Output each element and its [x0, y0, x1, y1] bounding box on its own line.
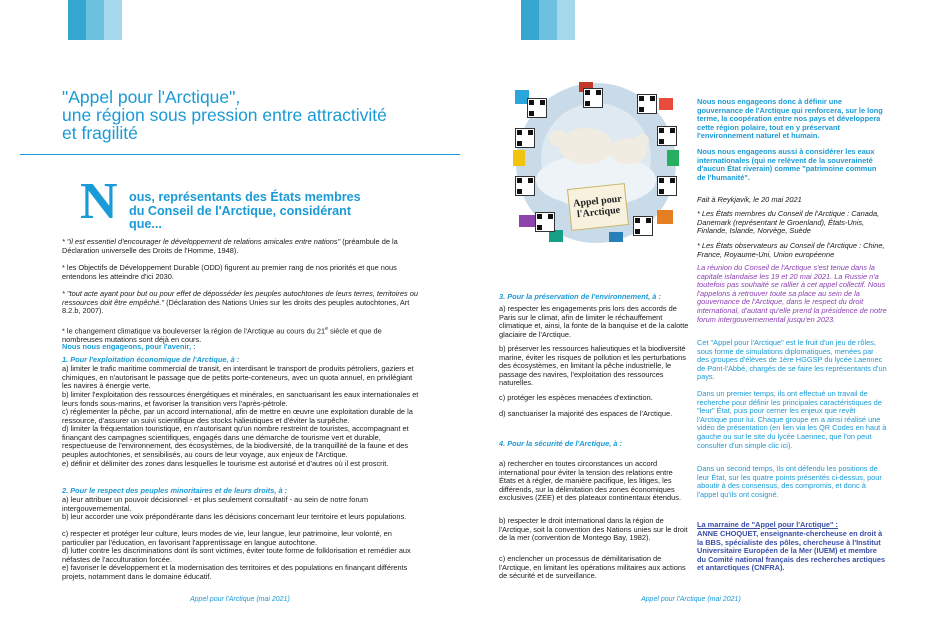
considerant-2: * les Objectifs de Développement Durable (ODD) figurent au premier rang de nos priorités et que nous entendons les atteindre d'ici 2030.: [62, 263, 397, 281]
intro-heading: ous, représentants des États membres du Conseil de l'Arctique, considérant que...: [129, 190, 361, 232]
marraine-title: La marraine de "Appel pour l'Arctique" :: [697, 520, 838, 529]
drop-cap: N: [80, 173, 118, 230]
page-title: "Appel pour l'Arctique", une région sous pression entre attractivité et fragilité: [62, 87, 387, 143]
observer-states: * Les États observateurs au Conseil de l'Arctique : Chine, France, Royaume-Uni, Union européenne: [697, 241, 885, 259]
qr-code[interactable]: [637, 94, 657, 114]
title-divider: [20, 154, 460, 155]
s3-item-a: a) respecter les engagements pris lors des accords de Paris sur le climat, afin de limiter le réchauffement climatique et, ainsi, la fonte de la banquise et de la calotte glaciaire de l'Arctique.: [499, 304, 689, 339]
s1-item-a: a) limiter le trafic maritime commercial de transit, en interdisant le transport de produits pétroliers, gaziers et chimiques, en n'autorisant le passage que de petits porte-conteneurs, avec un quota annuel, en privilégiant les navires à énergie verte.: [62, 364, 414, 391]
qr-code[interactable]: [515, 128, 535, 148]
polar-bear-head: [549, 130, 567, 146]
s3-item-c: c) protéger les espèces menacées d'extinction.: [499, 393, 653, 402]
qr-code[interactable]: [657, 176, 677, 196]
qr-code[interactable]: [515, 176, 535, 196]
header-stripes: [68, 0, 122, 40]
considerant-1: * "il est essentiel d'encourager le développement de relations amicales entre nations" (préambule de la Déclaration universelle des Droits de l'Homme, 1948).: [62, 237, 398, 255]
s2-item-c: c) respecter et protéger leur culture, leurs modes de vie, leur langue, leur patrimoine, leur volonté, en particulier par l'éducation, en favorisant l'apprentissage en langue autochtone.: [62, 529, 392, 547]
s1-item-d: d) limiter la fréquentation touristique, en n'autorisant qu'un nombre restreint de touristes, accompagnant et finançant des campagnes scientifiques, engagés dans une démarche de tourisme vert et durable, respectueuse de l'environnement, des écosystèmes, de la biodiversité, de la tranquillité de la faune et des peuples autochtones, et sensibilisés, au cours de leur voyage, aux enjeux de l'Arctique.: [62, 424, 409, 459]
polar-bear-head: [635, 134, 649, 147]
s3-item-b: b) préserver les ressources halieutiques et la biodiversité marine, éviter les risques de pollution et les perturbations des écosystèmes, en limitant la pêche industrielle, le passage des navires, l'exploitation des ressources naturelles.: [499, 344, 686, 388]
s1-item-c: c) réglementer la pêche, par un accord international, afin de mettre en œuvre une exploitation durable de la ressource, d'assurer un suivi scientifique des stocks halieutiques et d'éviter la surpêche.: [62, 407, 413, 425]
considerant-3: * "tout acte ayant pour but ou pour effet de déposséder les peuples autochtones de leurs terres, territoires ou ressources doit être empêché." (Déclaration des Nations Unies sur les droits des peuples autochtones, Art 8.2.b, 2007).: [62, 289, 418, 316]
s4-item-b: b) respecter le droit international dans la région de l'Arctique, soit la convention des Nations unies sur le droit de la mer (convention de Montego Bay, 1982).: [499, 516, 688, 543]
s1-item-b: b) limiter l'exploitation des ressources énergétiques et minérales, en sanctuarisant les eaux internationales et leurs fonds sous-marins, et favoriser la transition vers l'après-pétrole.: [62, 390, 419, 408]
project-description: Cet "Appel pour l'Arctique" est le fruit d'un jeu de rôles, sous forme de simulations diplomatiques, menées par des groupes d'élèves de 1ère HGGSP du lycée Laennec de Pont-l'Abbé, chargés de se faire les représentants d'un pays.: [697, 338, 887, 382]
s4-item-c: c) enclencher un processus de démilitarisation de l'Arctique, en limitant les opérations militaires aux actions de sécurité et de surveillance.: [499, 554, 686, 581]
section-3-title: 3. Pour la préservation de l'environnement, à :: [499, 292, 661, 301]
s2-item-b: b) leur accorder une voix prépondérante dans les décisions concernant leur territoire et leurs populations.: [62, 512, 407, 521]
s2-item-e: e) favoriser le développement et la modernisation des territoires et des populations en finançant différents projets, notamment dans le domaine éducatif.: [62, 563, 408, 581]
right-page: [465, 0, 930, 620]
qr-code[interactable]: [657, 126, 677, 146]
project-step-1: Dans un premier temps, ils ont effectué un travail de recherche pour définir les principales caractéristiques de "leur" État, puis pour cerner les enjeux que revêt l'Arctique pour lui. Chaque groupe en a ainsi réalisé une vidéo de présentation (en lien via les QR Codes en haut à gauche ou sur le site du lycée Laennec, que l'on peut consulter d'un simple clic ici).: [697, 389, 887, 450]
s2-item-d: d) lutter contre les discriminations dont ils sont victimes, éviter toute forme de folklorisation et remédier aux néfastes de l'acculturation forcée.: [62, 546, 411, 564]
engagement-heading: Nous nous engageons, pour l'avenir, :: [62, 342, 196, 351]
poster-sign: Appel pour l'Arctique: [567, 183, 629, 231]
s2-item-a: a) leur attribuer un pouvoir décisionnel - et plus seulement consultatif - au sein de notre forum intergouvernemental.: [62, 495, 369, 513]
russia-note: La réunion du Conseil de l'Arctique s'est tenue dans la capitale islandaise les 19 et 20 mai 2021. La Russie n'a toutefois pas souhaité se rallier à cet appel collectif. Nous l'appelons à retrouver toute sa place au sein de la gouvernance de l'Arctique, dans le respect du droit international, d'autant qu'elle prend la présidence de notre forum intergouvernemental jusqu'en 2023.: [697, 263, 887, 324]
s1-item-e: e) définir et délimiter des zones dans lesquelles le tourisme est autorisé et d'autres où il est proscrit.: [62, 459, 389, 468]
section-4-title: 4. Pour la sécurité de l'Arctique, à :: [499, 439, 622, 448]
engagement-governance: Nous nous engageons donc à définir une gouvernance de l'Arctique qui renforcera, sur le long terme, la coopération entre nos pays et développera cette région polaire, tout en y préservant l'environnement naturel et humain.: [697, 97, 883, 141]
page-footer: Appel pour l'Arctique (mai 2021): [190, 596, 290, 603]
engagement-international-waters: Nous nous engageons aussi à considérer les eaux internationales (qui ne relèvent de la souveraineté d'aucun État riverain) comme "patrimoine commun de l'humanité".: [697, 147, 877, 182]
project-step-2: Dans un second temps, ils ont défendu les positions de leur État, sur les quatre points présentés ci-dessus, pour aboutir à des consensus, des compromis, et donc à l'appel qu'ils ont cosigné.: [697, 464, 882, 499]
place-date: Fait à Reykjavik, le 20 mai 2021: [697, 195, 802, 204]
member-states: * Les États membres du Conseil de l'Arctique : Canada, Danemark (représentant le Groenland), États-Unis, Finlande, Islande, Norvège, Suède: [697, 209, 880, 236]
polar-bear-illustration: [559, 128, 613, 164]
qr-code[interactable]: [535, 212, 555, 232]
qr-code[interactable]: [527, 98, 547, 118]
qr-code[interactable]: [583, 88, 603, 108]
considerant-4: * le changement climatique va bouleverser la région de l'Arctique au cours du 21e siècle et que de nombreuses mutations sont déjà en cours.: [62, 326, 382, 345]
s3-item-d: d) sanctuariser la majorité des espaces de l'Arctique.: [499, 409, 673, 418]
marraine-text: ANNE CHOQUET, enseignante-chercheuse en droit à la BBS, spécialiste des pôles, chercheuse à l'Institut Universitaire Européen de la Mer (IUEM) et membre du Comité national français des recherches arctiques et antarctiques (CNFRA).: [697, 529, 886, 573]
poster-illustration: [509, 80, 683, 246]
qr-code[interactable]: [633, 216, 653, 236]
section-1-title: 1. Pour l'exploitation économique de l'Arctique, à :: [62, 355, 240, 364]
s4-item-a: a) rechercher en toutes circonstances un accord international pour éviter la tension des relations entre États et à régler, de manière pacifique, les litiges, les différends, sur la délimitation des zones économiques exclusives (ZEE) et des plateaux continentaux étendus.: [499, 459, 681, 503]
section-2-title: 2. Pour le respect des peuples minoritaires et de leurs droits, à :: [62, 486, 288, 495]
page-footer: Appel pour l'Arctique (mai 2021): [641, 596, 741, 603]
header-stripes: [521, 0, 575, 40]
